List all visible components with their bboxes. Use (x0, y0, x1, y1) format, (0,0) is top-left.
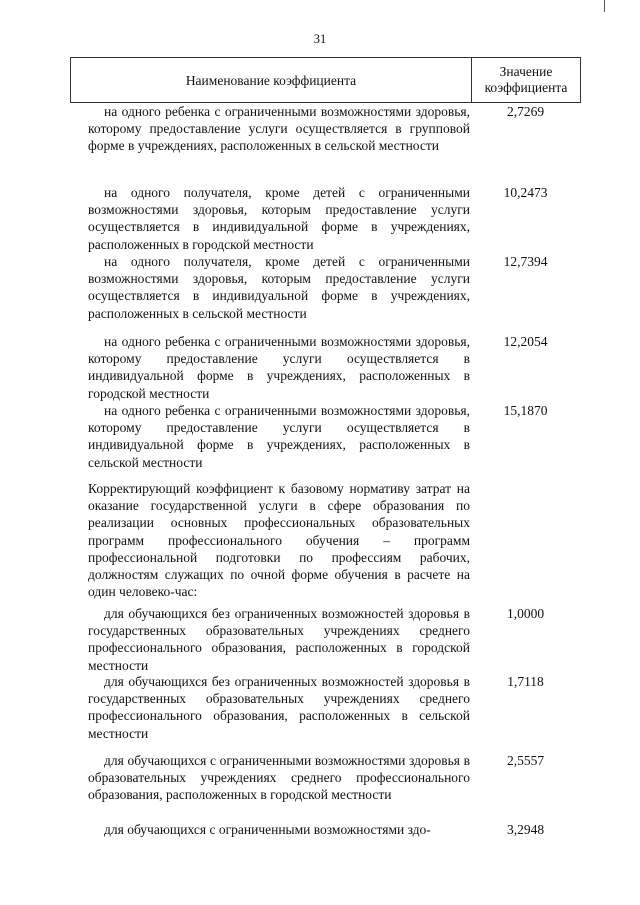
coefficient-description: для обучающихся с ограниченными возможностями здоровья в образовательных учреждениях среднего профессионального образования, расположенных в городской местности (88, 753, 470, 803)
coefficient-value: 1,7118 (507, 674, 544, 689)
coefficient-value: 15,1870 (503, 403, 548, 418)
coefficient-description: на одного получателя, кроме детей с ограниченными возможностями здоровья, которым предоставление услуги осуществляется в индивидуальной форме в учреждениях, расположенных в сельской местности (88, 254, 470, 321)
coefficient-description: для обучающихся с ограниченными возможностями здо- (104, 822, 431, 837)
coefficient-description: для обучающихся без ограниченных возможностей здоровья в государственных образовательных учреждениях среднего профессионального образования, расположенных в городской местности (88, 606, 470, 673)
coefficient-value: 3,2948 (506, 822, 545, 837)
coefficient-value: 1,0000 (506, 606, 545, 621)
coefficient-description: для обучающихся без ограниченных возможностей здоровья в государственных образовательных учреждениях среднего профессионального образования, расположенных в сельской местности (88, 674, 470, 741)
coefficient-value: 12,7394 (503, 254, 548, 269)
coefficient-value: 2,7269 (506, 104, 545, 119)
coefficient-value: 2,5557 (506, 753, 545, 768)
coefficient-description: на одного ребенка с ограниченными возможностями здоровья, которому предоставление услуги осуществляется в индивидуальной форме в учреждениях, расположенных в городской местности (88, 334, 470, 401)
header-coefficient-value: Значение коэффициента (484, 64, 568, 95)
coefficient-description: на одного ребенка с ограниченными возможностями здоровья, которому предоставление услуги осуществляется в групповой форме в учреждениях, расположенных в сельской местности (88, 104, 470, 154)
page-number: 31 (313, 32, 327, 46)
coefficient-value: 12,2054 (503, 334, 548, 349)
coefficient-description: на одного ребенка с ограниченными возможностями здоровья, которому предоставление услуги осуществляется в индивидуальной форме в учреждениях, расположенных в сельской местности (88, 403, 470, 470)
coefficient-value: 10,2473 (503, 185, 548, 200)
section-description: Корректирующий коэффициент к базовому нормативу затрат на оказание государственной услуги в сфере образования по реализации основных профессиональных образовательных программ профессионального обучения – программ профессиональной подготовки по профессиям рабочих, должностям служащих по очной форме обучения в расчете на один человеко-час: (88, 481, 470, 600)
header-coefficient-name: Наименование коэффициента (71, 58, 472, 102)
coefficient-description: на одного получателя, кроме детей с ограниченными возможностями здоровья, которым предоставление услуги осуществляется в индивидуальной форме в учреждениях, расположенных в городской местности (88, 185, 470, 252)
